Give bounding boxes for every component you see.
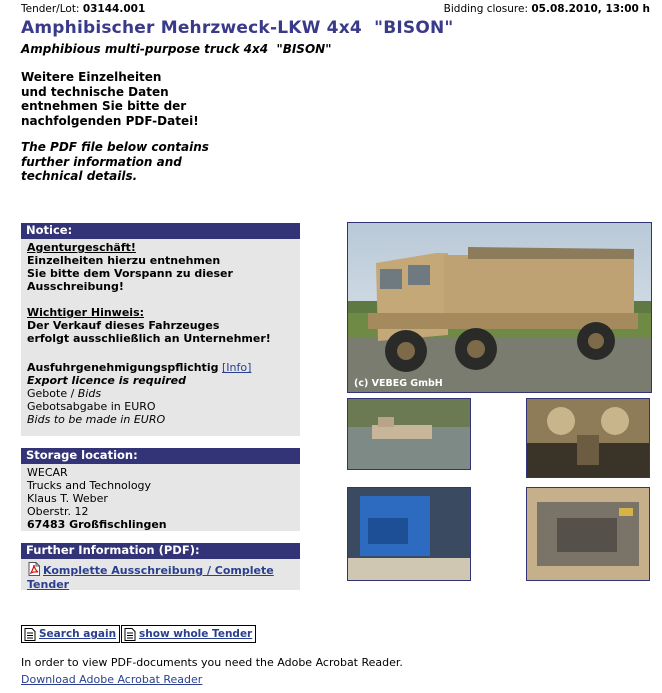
bids-currency-en: Bids to be made in EURO <box>27 413 166 426</box>
export-info-link[interactable]: [Info] <box>221 361 252 374</box>
intro-english <box>21 140 209 184</box>
storage-heading: Storage location: <box>21 448 300 464</box>
thumbnail-water[interactable] <box>347 398 471 470</box>
notice-panel <box>21 223 300 436</box>
search-again-label: Search again <box>39 628 117 640</box>
complete-tender-link[interactable]: Komplette Ausschreibung / Complete <box>43 564 274 577</box>
closure-label: Bidding closure: <box>443 3 529 15</box>
storage-panel <box>21 448 300 531</box>
storage-line: Trucks and Technology <box>27 479 152 492</box>
closure-date: 05.08.2010, 13:00 h <box>531 3 650 15</box>
bidding-closure <box>444 3 650 15</box>
export-license-de: Ausfuhrgenehmigungspflichtig <box>27 361 219 374</box>
further-info-panel <box>21 543 300 590</box>
tender-lot <box>21 3 145 15</box>
pdf-link-row <box>21 559 300 596</box>
intro-line: further information and <box>21 154 182 169</box>
storage-line: WECAR <box>27 466 68 479</box>
document-icon <box>24 628 36 641</box>
thumbnail-engine[interactable] <box>347 487 471 581</box>
search-again-button[interactable] <box>21 625 120 643</box>
further-info-heading: Further Information (PDF): <box>21 543 300 559</box>
storage-body <box>21 464 300 534</box>
storage-city: 67483 Großfischlingen <box>27 518 167 531</box>
main-truck-photo[interactable] <box>347 222 652 393</box>
complete-tender-link-2[interactable]: Tender <box>27 578 70 591</box>
thumbnail-image <box>527 488 649 580</box>
storage-line: Klaus T. Weber <box>27 492 108 505</box>
intro-german <box>21 70 199 128</box>
bids-de: Gebote / <box>27 387 78 400</box>
intro-line: The PDF file below contains <box>21 140 209 154</box>
agency-line: Einzelheiten hierzu entnehmen <box>27 254 221 267</box>
agency-line: Ausschreibung! <box>27 280 124 293</box>
show-whole-tender-button[interactable] <box>121 625 256 643</box>
notice-body <box>21 239 300 429</box>
show-whole-tender-label: show whole Tender <box>139 628 253 640</box>
thumbnail-image <box>348 488 470 580</box>
tender-label: Tender/Lot: <box>21 3 80 15</box>
intro-line: nachfolgenden PDF-Datei! <box>21 113 199 128</box>
page-subtitle: Amphibious multi-purpose truck 4x4 "BISON" <box>21 42 332 56</box>
thumbnail-underside[interactable] <box>526 398 650 478</box>
photo-watermark: (c) VEBEG GmbH <box>354 378 443 389</box>
export-license-en: Export licence is required <box>27 374 186 387</box>
thumbnail-image <box>527 399 649 477</box>
important-line: erfolgt ausschließlich an Unternehmer! <box>27 332 271 345</box>
acrobat-note: In order to view PDF-documents you need the Adobe Acrobat Reader. <box>21 656 403 669</box>
page-title: Amphibischer Mehrzweck-LKW 4x4 "BISON" <box>21 18 454 38</box>
agency-line: Sie bitte dem Vorspann zu dieser <box>27 267 233 280</box>
bids-en: Bids <box>77 387 102 400</box>
download-acrobat-link[interactable]: Download Adobe Acrobat Reader <box>21 673 203 686</box>
important-title: Wichtiger Hinweis: <box>27 306 145 319</box>
intro-line: technical details. <box>21 169 138 183</box>
bids-currency-de: Gebotsabgabe in EURO <box>27 400 156 413</box>
top-info-bar <box>21 3 650 17</box>
important-line: Der Verkauf dieses Fahrzeuges <box>27 319 220 332</box>
intro-line: Weitere Einzelheiten <box>21 70 162 84</box>
truck-image <box>348 223 651 392</box>
thumbnail-hull[interactable] <box>526 487 650 581</box>
tender-number: 03144.001 <box>82 3 146 15</box>
notice-heading: Notice: <box>21 223 300 239</box>
thumbnail-image <box>348 399 470 469</box>
agency-title: Agenturgeschäft! <box>27 241 136 254</box>
intro-line: entnehmen Sie bitte der <box>21 99 187 113</box>
document-icon <box>124 628 136 641</box>
pdf-icon[interactable] <box>27 562 41 576</box>
intro-line: und technische Daten <box>21 84 169 99</box>
storage-line: Oberstr. 12 <box>27 505 89 518</box>
